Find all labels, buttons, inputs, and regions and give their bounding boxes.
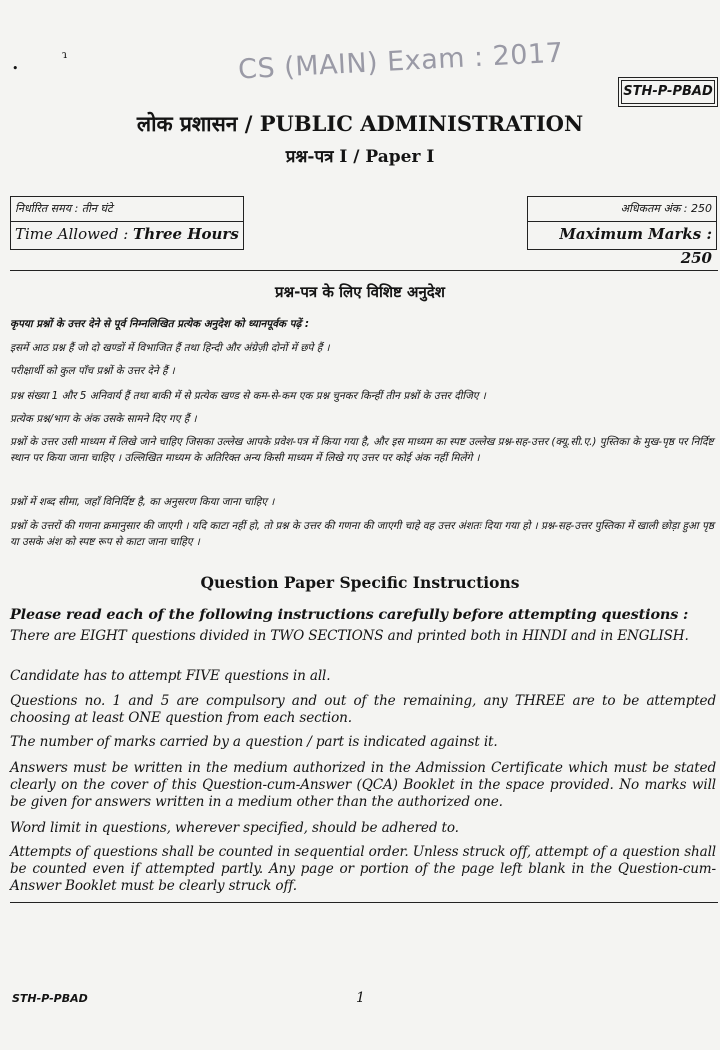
hindi-instructions-intro: कृपया प्रश्नों के उत्तर देने से पूर्व निम्नलिखित प्रत्येक अनुदेश को ध्यानपूर्वक पढ़ें : xyxy=(10,318,310,330)
hindi-instruction-item: प्रश्नों में शब्द सीमा, जहाँ विनिर्दिष्ट है, का अनुसरण किया जाना चाहिए । xyxy=(10,496,275,508)
maximum-marks-box xyxy=(527,196,717,267)
time-hindi: निर्धारित समय : तीन घंटे xyxy=(15,202,113,215)
footer-paper-code: STH-P-PBAD xyxy=(12,992,88,1005)
hindi-instruction-item: प्रश्न संख्या 1 और 5 अनिवार्य हैं तथा बाकी में से प्रत्येक खण्ड से कम-से-कम एक प्रश्न चुनकर किन्हीं तीन प्रश्नों के उत्तर दीजिए । xyxy=(10,390,486,402)
scan-speck: ɿ xyxy=(62,48,67,61)
page-number: 1 xyxy=(356,990,365,1006)
english-instruction-item: Candidate has to attempt FIVE questions in all. xyxy=(10,668,331,684)
paper-code-box: STH-P-PBAD xyxy=(621,80,715,104)
scan-speck: • xyxy=(12,62,19,75)
time-label: Time Allowed : xyxy=(15,225,134,243)
english-instruction-item: The number of marks carried by a question / part is indicated against it. xyxy=(10,734,498,750)
marks-hindi: अधिकतम अंक : 250 xyxy=(620,202,712,215)
divider xyxy=(10,270,718,271)
hindi-instruction-item: प्रत्येक प्रश्न/भाग के अंक उसके सामने दिए गए हैं । xyxy=(10,413,197,425)
exam-stamp: CS (MAIN) Exam : 2017 xyxy=(237,37,565,86)
hindi-instructions-heading: प्रश्न-पत्र के लिए विशिष्ट अनुदेश xyxy=(275,283,445,301)
english-instruction-item: There are EIGHT questions divided in TWO SECTIONS and printed both in HINDI and in ENGLISH. xyxy=(10,628,689,644)
english-instruction-item: Questions no. 1 and 5 are compulsory and out of the remaining, any THREE are to be attempted choosing at least ONE question from each section. xyxy=(10,693,716,726)
english-instruction-item: Attempts of questions shall be counted in sequential order. Unless struck off, attempt of a question shall be counted even if attempted partly. Any page or portion of the page left blank in the Question-cum-Answer Booklet must be clearly struck off. xyxy=(10,844,716,894)
english-instruction-item: Word limit in questions, wherever specified, should be adhered to. xyxy=(10,820,459,836)
hindi-instruction-item: इसमें आठ प्रश्न हैं जो दो खण्डों में विभाजित हैं तथा हिन्दी और अंग्रेज़ी दोनों में छपे हैं । xyxy=(10,342,330,354)
english-instructions-intro: Please read each of the following instructions carefully before attempting questions : xyxy=(10,606,689,623)
hindi-instruction-item: परीक्षार्थी को कुल पाँच प्रश्नों के उत्तर देने हैं । xyxy=(10,365,175,377)
time-allowed-box xyxy=(10,196,244,250)
page-title: लोक प्रशासन / PUBLIC ADMINISTRATION xyxy=(136,111,584,136)
paper-subtitle: प्रश्न-पत्र I / Paper I xyxy=(285,147,435,167)
english-instructions-heading: Question Paper Specific Instructions xyxy=(200,573,520,592)
english-instruction-item: Answers must be written in the medium authorized in the Admission Certificate which must be stated clearly on the cover of this Question-cum-Answer (QCA) Booklet in the space provided. No marks will be given for answers written in a medium other than the authorized one. xyxy=(10,760,716,810)
time-english xyxy=(11,221,243,246)
hindi-instruction-item: प्रश्नों के उत्तर उसी माध्यम में लिखे जाने चाहिए जिसका उल्लेख आपके प्रवेश-पत्र में किया गया है, और इस माध्यम का स्पष्ट उल्लेख प्रश्न-सह-उत्तर (क्यू.सी.ए.) पुस्तिका के मुख-पृष्ठ पर निर्दिष्ट स्थान पर किया जाना चाहिए । उल्लिखित माध्यम के अतिरिक्त अन्य किसी माध्यम में लिखे गए उत्तर पर कोई अंक नहीं मिलेंगे । xyxy=(10,436,714,464)
hindi-instruction-item: प्रश्नों के उत्तरों की गणना क्रमानुसार की जाएगी । यदि काटा नहीं हो, तो प्रश्न के उत्तर की गणना की जाएगी चाहे वह उत्तर अंशतः दिया गया हो । प्रश्न-सह-उत्तर पुस्तिका में खाली छोड़ा हुआ पृष्ठ या उसके अंश को स्पष्ट रूप से काटा जाना चाहिए । xyxy=(10,520,714,548)
marks-english: Maximum Marks : 250 xyxy=(528,221,716,246)
divider xyxy=(10,902,718,903)
time-value: Three Hours xyxy=(133,225,239,243)
